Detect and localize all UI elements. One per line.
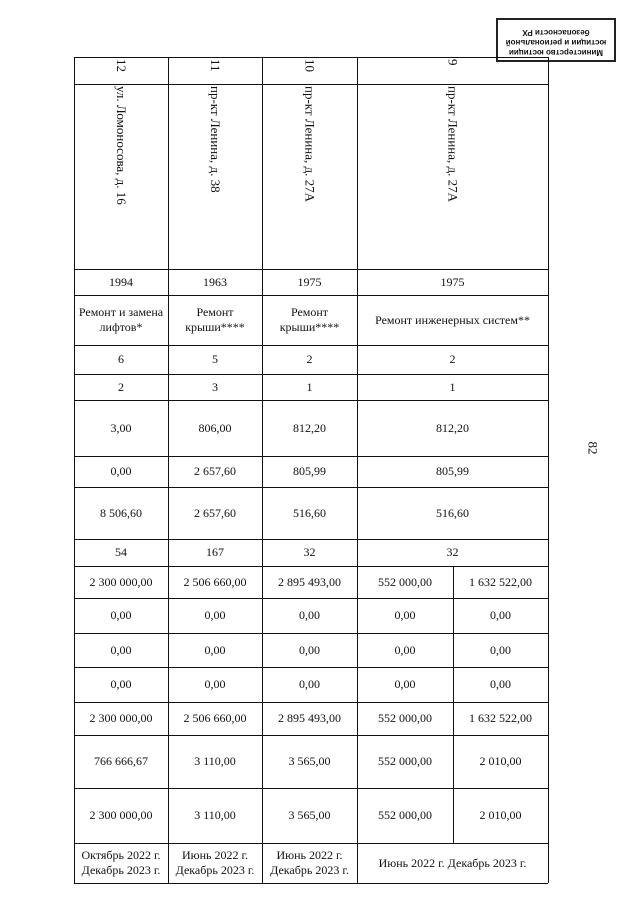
cost: 2 895 493,00: [278, 574, 341, 589]
zero-c: 0,00: [204, 677, 226, 691]
count-a: 5: [212, 352, 218, 366]
table-col-line: [548, 57, 549, 883]
residents: 32: [446, 545, 459, 559]
max-cost-right: 2 010,00: [479, 808, 522, 822]
work-type: Ремонт крыши****: [185, 305, 245, 334]
area-living: 805,99: [293, 464, 326, 478]
column-number-text: 12: [114, 59, 129, 72]
column-number: [168, 59, 262, 82]
column-number: [262, 59, 357, 82]
period: Октябрь 2022 г. Декабрь 2023 г.: [81, 848, 161, 877]
count-b: 1: [449, 379, 456, 394]
cost: 2 506 660,00: [183, 574, 247, 589]
area-roof: 8 506,60: [100, 505, 142, 520]
period: Июнь 2022 г. Декабрь 2023 г.: [270, 848, 349, 877]
address: [357, 86, 548, 267]
page-number: 82: [585, 441, 601, 455]
residents: 167: [206, 545, 224, 559]
area-living: 2 657,60: [194, 464, 236, 478]
cost-right: 1 632 522,00: [469, 574, 532, 589]
zero-c: 0,00: [299, 677, 320, 691]
period: Июнь 2022 г. Декабрь 2023 г.: [175, 848, 255, 877]
count-b: 1: [306, 379, 313, 394]
per-unit: 3 565,00: [288, 754, 331, 768]
per-unit: 3 110,00: [194, 754, 236, 768]
ministry-stamp: [496, 18, 616, 62]
address-text: пр-кт Ленина, д. 27А: [302, 86, 318, 203]
zero-b: 0,00: [204, 642, 226, 657]
per-unit-right: 2 010,00: [479, 754, 522, 768]
data-table: [74, 57, 548, 883]
build-year: 1963: [203, 274, 227, 289]
area-total: 3,00: [110, 420, 132, 435]
cost: 2 300 000,00: [89, 574, 153, 589]
build-year: 1975: [297, 274, 322, 289]
max-cost-left: 552 000,00: [378, 808, 432, 822]
count-a: 6: [118, 352, 124, 366]
address: [74, 86, 168, 267]
address-text: ул. Ломоносова, д. 16: [114, 86, 129, 205]
zero-b-right: 0,00: [490, 642, 511, 657]
build-year: 1975: [440, 274, 465, 289]
zero-b: 0,00: [299, 642, 320, 657]
work-type: Ремонт и замена лифтов*: [78, 305, 164, 334]
total: 2 895 493,00: [278, 711, 341, 725]
column-number-text: 11: [208, 59, 223, 72]
count-a: 2: [306, 352, 313, 366]
zero-a: 0,00: [204, 608, 226, 622]
zero-c: 0,00: [110, 677, 132, 691]
area-living: 0,00: [110, 464, 132, 478]
address: [168, 86, 262, 267]
total-right: 1 632 522,00: [469, 711, 532, 725]
max-cost: 3 565,00: [288, 808, 331, 822]
stamp-line: Министерство юстиции: [508, 48, 604, 57]
table-row-line: [74, 883, 548, 884]
address-text: пр-кт Ленина, д. 27А: [445, 86, 461, 203]
max-cost: 2 300 000,00: [89, 808, 153, 822]
work-type: Ремонт инженерных систем**: [375, 312, 530, 327]
period: Июнь 2022 г. Декабрь 2023 г.: [378, 855, 527, 870]
build-year: 1994: [109, 274, 133, 289]
stamp-line: безопасности РХ: [522, 28, 590, 37]
area-total: 812,20: [436, 420, 469, 435]
area-roof: 2 657,60: [194, 505, 236, 520]
count-a: 2: [449, 352, 456, 366]
stamp-line: юстиции и региональной: [505, 38, 607, 47]
work-type: Ремонт крыши****: [279, 305, 340, 334]
column-number: [74, 59, 168, 82]
max-cost: 3 110,00: [194, 808, 236, 822]
total-left: 552 000,00: [378, 711, 432, 725]
table-row-line: [74, 57, 548, 58]
total: 2 300 000,00: [89, 711, 153, 725]
count-b: 2: [118, 379, 124, 394]
zero-b-left: 0,00: [394, 642, 416, 657]
zero-a: 0,00: [110, 608, 132, 622]
address-text: пр-кт Ленина, д. 38: [208, 86, 223, 193]
area-roof: 516,60: [436, 505, 469, 520]
column-number-text: 9: [445, 59, 461, 66]
total: 2 506 660,00: [183, 711, 247, 725]
area-living: 805,99: [436, 464, 469, 478]
table-row-line: [74, 84, 548, 85]
zero-a-left: 0,00: [394, 608, 416, 622]
residents: 54: [115, 545, 127, 559]
area-roof: 516,60: [293, 505, 326, 520]
area-total: 806,00: [198, 420, 232, 435]
count-b: 3: [212, 379, 218, 394]
area-total: 812,20: [293, 420, 326, 435]
zero-b: 0,00: [110, 642, 132, 657]
cost-left: 552 000,00: [378, 574, 432, 589]
per-unit-left: 552 000,00: [378, 754, 432, 768]
per-unit: 766 666,67: [94, 754, 148, 768]
column-number: [357, 59, 548, 82]
address: [262, 86, 357, 267]
residents: 32: [303, 545, 316, 559]
zero-c-right: 0,00: [490, 677, 511, 691]
zero-a: 0,00: [299, 608, 320, 622]
zero-c-left: 0,00: [394, 677, 416, 691]
zero-a-right: 0,00: [490, 608, 511, 622]
column-number-text: 10: [302, 59, 318, 72]
